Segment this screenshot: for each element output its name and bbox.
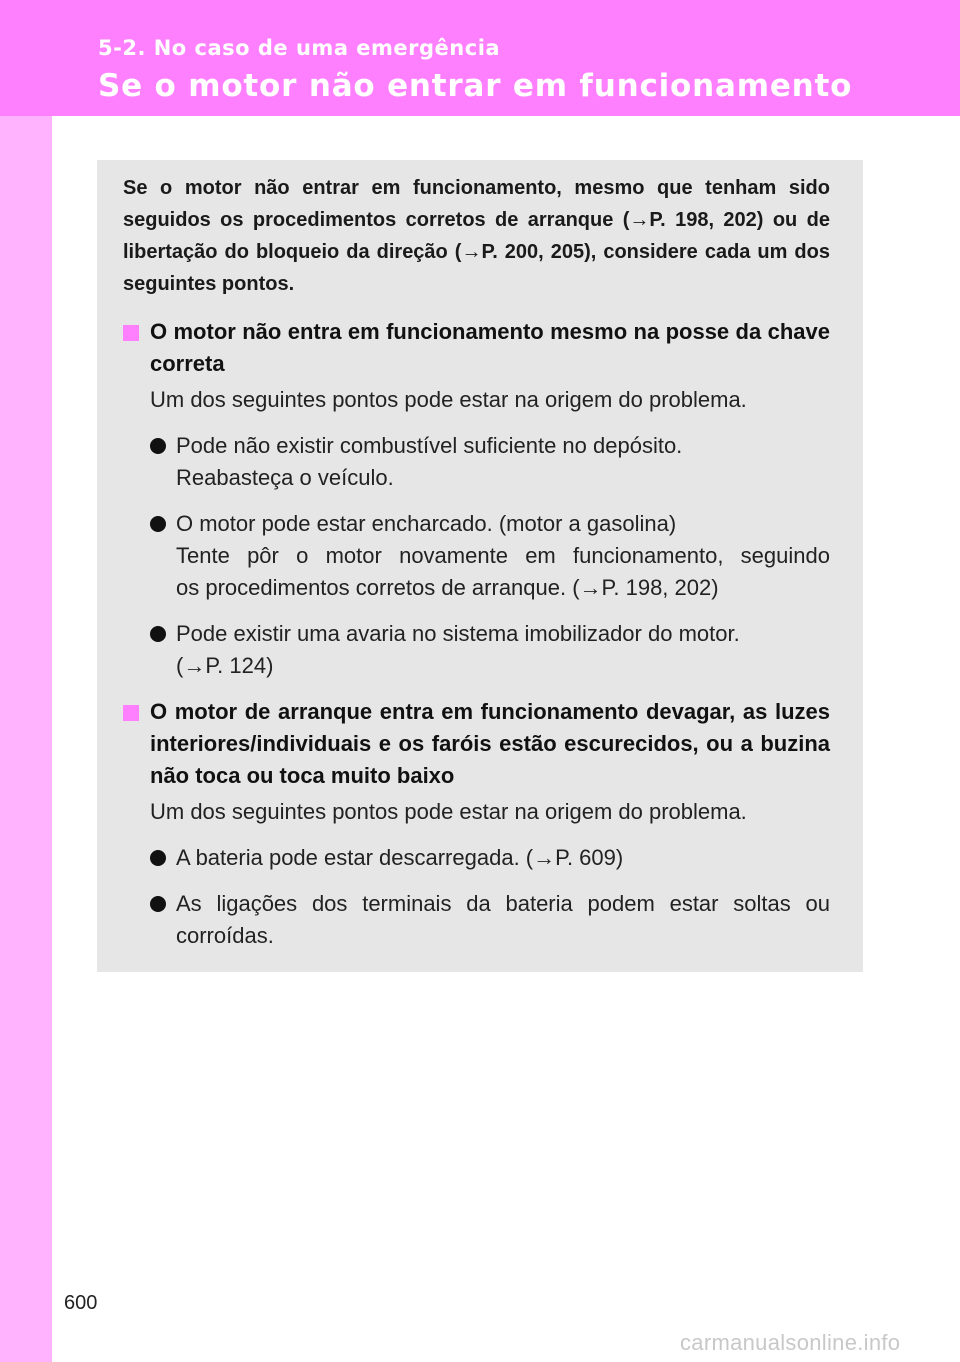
list-item — [123, 508, 830, 604]
section-subtext: Um dos seguintes pontos pode estar na origem do problema. — [150, 387, 747, 412]
list-item-line: As ligações dos terminais da bateria podem estar soltas ou — [176, 891, 830, 916]
list-item — [123, 842, 830, 874]
list-item-line: A bateria pode estar descarregada. (→P. 609) — [176, 845, 624, 870]
circle-bullet-icon — [150, 850, 166, 866]
list-item-line: O motor pode estar encharcado. (motor a gasolina) — [176, 511, 677, 536]
list-item-line: Tente pôr o motor novamente em funcionamento, seguindo — [176, 543, 830, 568]
section-heading-text: O motor de arranque entra em funcionamento devagar, as luzes interiores/individuais e os faróis estão escurecidos, ou a buzina não toca ou toca muito baixo — [150, 699, 830, 788]
circle-bullet-icon — [150, 626, 166, 642]
circle-bullet-icon — [150, 438, 166, 454]
watermark: carmanualsonline.info — [680, 1330, 901, 1355]
header-bar — [0, 0, 960, 116]
section-heading-1 — [123, 316, 830, 380]
page-title: Se o motor não entrar em funcionamento — [98, 68, 853, 104]
list-item — [123, 618, 830, 682]
circle-bullet-icon — [150, 896, 166, 912]
section-label: 5-2. No caso de uma emergência — [98, 36, 501, 60]
list-item-line: (→P. 124) — [176, 653, 274, 678]
list-item — [123, 430, 830, 494]
list-item-line: os procedimentos corretos de arranque. (→P. 198, 202) — [176, 575, 719, 600]
square-bullet-icon — [123, 325, 139, 341]
list-item-line: Reabasteça o veículo. — [176, 465, 394, 490]
side-tab-strip — [0, 116, 52, 1362]
page-number: 600 — [64, 1292, 98, 1314]
list-item-line: Pode não existir combustível suficiente no depósito. — [176, 433, 683, 458]
list-item — [123, 888, 830, 952]
content-box — [97, 160, 863, 972]
section-heading-text: O motor não entra em funcionamento mesmo na posse da chave correta — [150, 319, 830, 376]
list-item-line: Pode existir uma avaria no sistema imobilizador do motor. — [176, 621, 740, 646]
intro-paragraph: Se o motor não entrar em funcionamento, mesmo que tenham sido seguidos os procedimentos corretos de arranque (→P. 198, 202) ou de libertação do bloqueio da direção (→P. 200, 205), considere cada um dos seguintes pontos. — [123, 177, 830, 295]
circle-bullet-icon — [150, 516, 166, 532]
section-subtext: Um dos seguintes pontos pode estar na origem do problema. — [150, 799, 747, 824]
list-item-line: corroídas. — [176, 923, 274, 948]
section-heading-2 — [123, 696, 830, 792]
square-bullet-icon — [123, 705, 139, 721]
